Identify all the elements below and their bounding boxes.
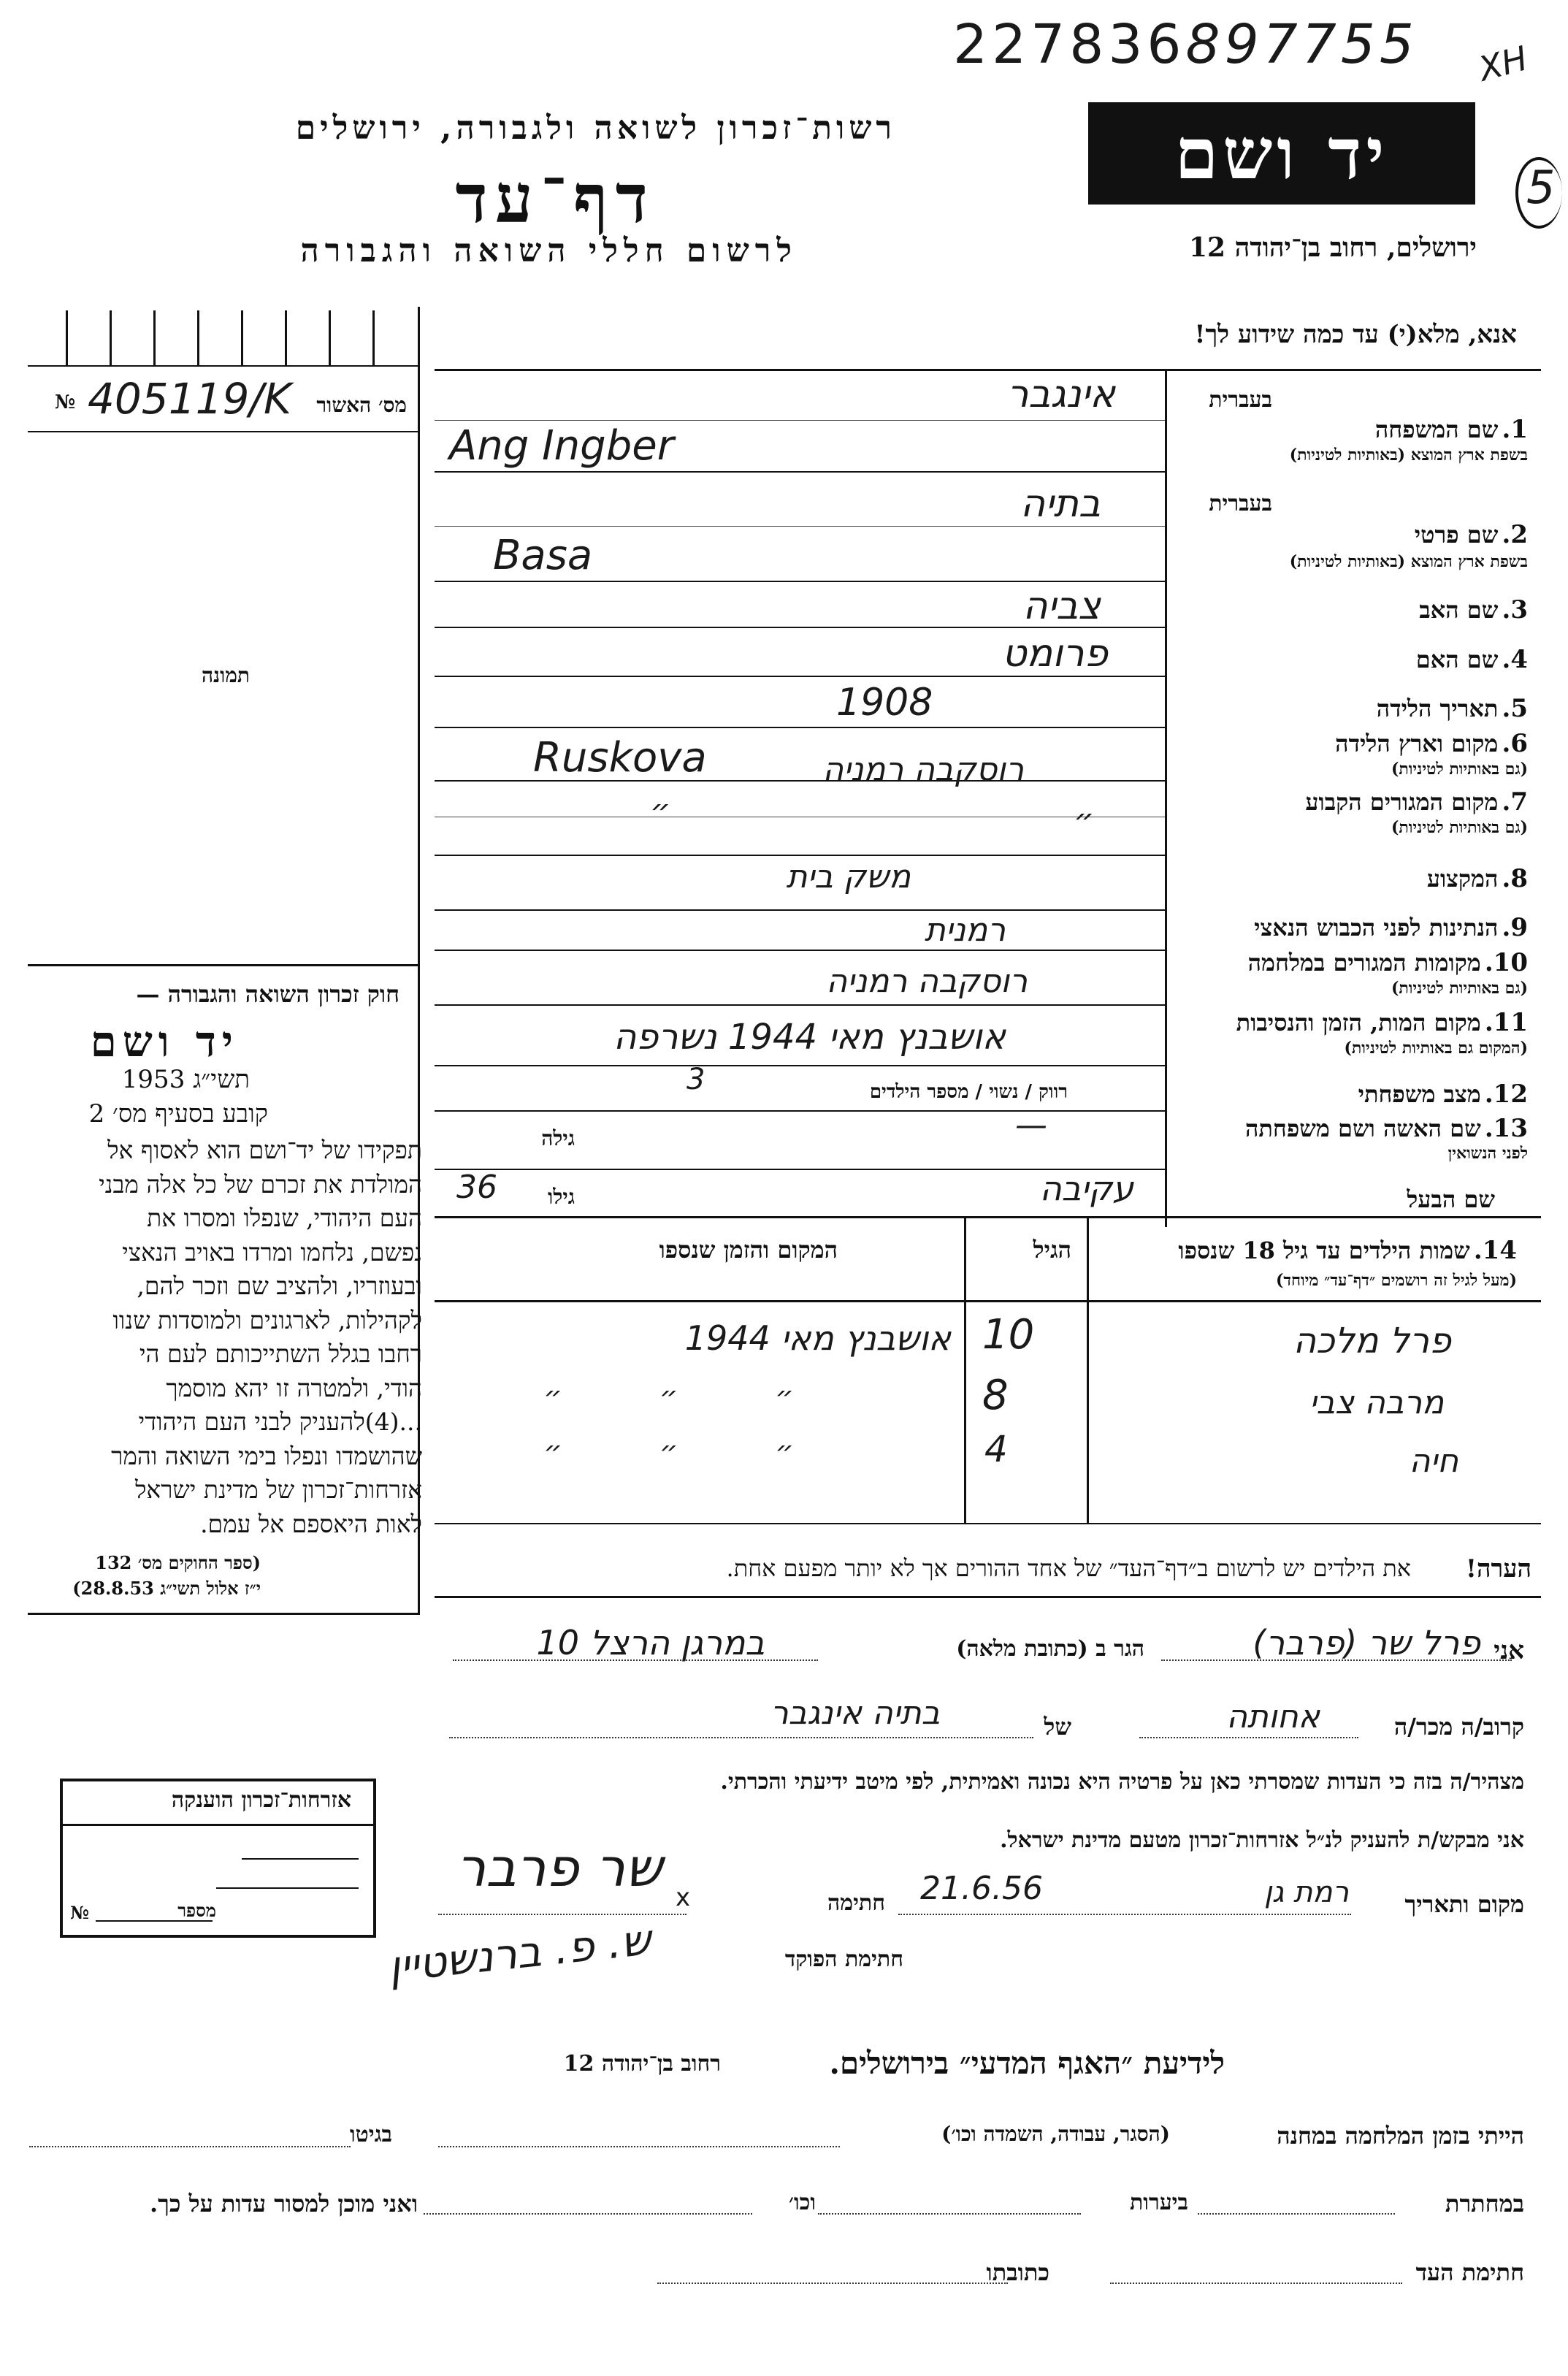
footer-line1-b: (הסגר, עבודה, השמדה וכו׳) (941, 2122, 1170, 2146)
page-title: דף־עד (455, 159, 655, 238)
children-age-header: הגיל (1033, 1236, 1071, 1264)
serial-printed: 227836 (953, 13, 1186, 76)
child-place: אושבנץ מאי 1944 (684, 1318, 951, 1358)
husband-age: 36 (456, 1169, 497, 1206)
decl-of-label: של (1044, 1713, 1071, 1741)
yad-vashem-logo: יד ושם (1174, 112, 1389, 195)
footer-line1-fill (438, 2146, 840, 2147)
law-heading: חוק זכרון השואה והגבורה — (136, 980, 399, 1008)
children-names-label: שמות הילדים עד גיל 18 שנספו (1178, 1237, 1470, 1264)
row-line (435, 909, 1165, 911)
residence-ditto-1: ״ (650, 792, 671, 830)
surname-latin: Ang Ingber (449, 422, 674, 470)
residence-ditto-2: ״ (1074, 802, 1095, 839)
law-line: שהושמדו ונפלו בימי השואה והמר (111, 1441, 422, 1470)
field-label: הנתינות לפני הכבוש הנאצי (1254, 914, 1499, 941)
field-label-mother (1416, 645, 1528, 674)
photo-label: תמונה (201, 663, 250, 687)
field-label-death (1236, 1008, 1528, 1037)
decl-relative-value: אחותה (1226, 1698, 1320, 1735)
birthplace-latin: Ruskova (533, 734, 707, 782)
field-number: 9. (1502, 913, 1528, 942)
child-age: 10 (982, 1311, 1035, 1359)
decl-place-date-line (898, 1914, 1351, 1915)
address: ירושלים, רחוב בן־יהודה 12 (1188, 232, 1477, 263)
footer-line3-a: חתימת העד (1415, 2258, 1524, 2286)
decl-i-value: פרל שר (פרבר) (1253, 1623, 1480, 1662)
row-line (435, 676, 1165, 677)
footer-line3-b: כתובתו (986, 2258, 1049, 2286)
decl-i-label: אני (1494, 1636, 1524, 1665)
law-line: ...(4)להעניק לבני העם היהודי (138, 1407, 422, 1436)
law-text (28, 1134, 422, 1541)
death-value: אושבנץ מאי 1944 נשרפה (613, 1017, 1006, 1058)
serial-handwritten: 897755 (1185, 13, 1418, 76)
citizenship-title: אזרחות־זכרון הוענקה (171, 1787, 351, 1813)
row-line (435, 855, 1165, 856)
law-rule (28, 964, 418, 966)
field-label: שם המשפחה (1374, 416, 1499, 443)
officer-signature-value: ש. פ. ברנשטיין (386, 1914, 654, 1992)
serial-number (953, 13, 1418, 76)
decl-date-value: 21.6.56 (920, 1870, 1043, 1907)
child-name: פרל מלכה (1293, 1321, 1451, 1361)
children-age-divider-1 (964, 1216, 966, 1523)
note-text: את הילדים יש לרשום ב״דף־העד״ של אחד ההורים אך לא יותר מפעם אחת. (726, 1554, 1411, 1582)
footer-line2-a: במחתרת (1445, 2190, 1524, 2218)
field-sub: בשפת ארץ המוצא (באותיות לטיניות) (1289, 552, 1528, 571)
children-names-header (1178, 1236, 1517, 1265)
field-number: 12. (1484, 1080, 1528, 1109)
row-line (435, 471, 1165, 473)
law-year: תשי״ג 1953 (121, 1065, 250, 1094)
decl-signature-line (438, 1914, 687, 1915)
citizenship-number-label: מספר (177, 1900, 216, 1921)
decl-signature-x: x (676, 1883, 691, 1912)
field-label: המקצוע (1426, 865, 1499, 893)
footer-line2-c: וכו׳ (789, 2190, 816, 2215)
law-line: תפקידו של יד־ושם הוא לאסוף אל (107, 1136, 422, 1164)
footer-line1-c: בגיטו (349, 2122, 392, 2147)
page-circle-number: 5 (1526, 161, 1556, 214)
row-line (435, 1216, 1541, 1218)
approval-top-line (28, 365, 418, 367)
husband-name: עקיבה (1039, 1169, 1133, 1208)
law-line: נפשם, נלחמו ומרדו באויב הנאצי (122, 1237, 422, 1267)
field-label: מצב משפחתי (1358, 1080, 1481, 1108)
form-top-rule (435, 369, 1541, 371)
footer-line2-d: ואני מוכן למסור עדות על כך. (149, 2190, 418, 2218)
field-label: שם פרטי (1414, 521, 1499, 549)
decl-resident-value: במרגן הרצל 10 (536, 1623, 765, 1662)
citizenship-line (242, 1858, 359, 1860)
field-label-war-residence (1248, 948, 1528, 977)
field-number: 8. (1502, 864, 1528, 893)
field-label-husband: שם הבעל (1407, 1185, 1495, 1213)
field-sub: בשפת ארץ המוצא (באותיות לטיניות) (1289, 446, 1528, 465)
birth-date: 1908 (836, 681, 933, 725)
law-bottom-rule (28, 1613, 420, 1615)
form-intro: אנא, מלא(י) עד כמה שידוע לך! (1194, 320, 1517, 349)
footer-heading: לידיעת ״האגף המדעי״ בירושלים. (829, 2045, 1225, 2081)
field-number: 2. (1502, 520, 1528, 549)
given-name-latin: Basa (493, 532, 593, 579)
law-line: המולדת את זכרם של כל אלה מבני (99, 1169, 422, 1199)
children-place-header: המקום והזמן שנספו (659, 1236, 838, 1264)
field-column-divider (1165, 369, 1167, 1227)
law-line: אזרחות־זכרון של מדינת ישראל (134, 1475, 422, 1504)
footer-heading-address: רחוב בן־יהודה 12 (563, 2051, 721, 2077)
row-line (435, 1110, 1165, 1112)
field-sub: (גם באותיות לטיניות) (1391, 760, 1528, 779)
decl-relative-line (1139, 1737, 1358, 1738)
field-number: 10. (1484, 948, 1528, 977)
decl-place-value: רמת גן (1263, 1876, 1349, 1909)
logo-box (1088, 102, 1475, 205)
decl-of-value: בתיה אינגבר (770, 1695, 940, 1732)
child-place: ״ ״ ״ (543, 1435, 838, 1469)
nationality-value: רמנית (924, 912, 1006, 949)
field-label-surname (1375, 415, 1528, 444)
authority-name: רשות־זכרון לשואה ולגבורה, ירושלים (295, 110, 896, 147)
row-line (435, 727, 1165, 728)
field-label-nationality (1254, 913, 1528, 942)
law-line: לקהילות, לארגונים ולמוסדות שנוו (112, 1305, 422, 1334)
field-label: מקום המות, הזמן והנסיבות (1236, 1009, 1481, 1036)
row-line (435, 1065, 1165, 1066)
page-subtitle: לרשום חללי השואה והגבורה (300, 232, 798, 270)
field-number: 6. (1502, 729, 1528, 758)
field-number: 5. (1502, 694, 1528, 723)
field-label-birthplace (1335, 729, 1528, 758)
decl-signature-value: שר פרבר (456, 1837, 662, 1898)
birthplace-hebrew: רוסקבה רמניה (822, 751, 1024, 788)
field-number: 3. (1502, 595, 1528, 624)
law-section: קובע בסעיף מס׳ 2 (88, 1099, 268, 1128)
field-label-residence (1305, 787, 1528, 817)
approval-number-symbol: № (55, 391, 76, 413)
father-name: צביה (1022, 584, 1101, 628)
citizenship-box (60, 1779, 376, 1938)
officer-signature-label: חתימת הפוקד (784, 1947, 903, 1972)
law-line: הודי, ולמטרה זו יהא מוסמך (166, 1373, 422, 1402)
law-line: העם היהודי, שנפלו ומסרו את (147, 1204, 422, 1232)
child-name: חיה (1409, 1443, 1458, 1480)
field-number: 14. (1473, 1236, 1517, 1265)
law-line: ובעוזריו, ולהציב שם וזכר להם, (137, 1272, 422, 1300)
decl-of-line (449, 1737, 1033, 1738)
decl-request: אני מבקש/ת להעניק לנ״ל אזרחות־זכרון מטעם מדינת ישראל. (1000, 1827, 1524, 1853)
field-label: שם האם (1415, 646, 1499, 673)
note-rule (435, 1596, 1541, 1598)
field-label-given-name (1415, 520, 1528, 549)
field-label: מקומות המגורים במלחמה (1247, 949, 1481, 977)
row-line (435, 950, 1165, 951)
citizenship-line (216, 1887, 359, 1889)
field-sub: לפני הנשואין (1447, 1144, 1528, 1163)
wife-value: — (1015, 1107, 1047, 1144)
hebrew-label-2: בעברית (1209, 491, 1272, 516)
footer-line3-fill-b (657, 2283, 1008, 2284)
child-age: 8 (982, 1372, 1009, 1419)
approval-underline (28, 431, 418, 432)
child-age: 4 (984, 1428, 1008, 1470)
decl-resident-label: הגר ב (כתובת מלאה) (956, 1636, 1144, 1662)
corner-mark: XH (1475, 38, 1531, 89)
field-sub: (המקום גם באותיות לטיניות) (1344, 1039, 1528, 1058)
hebrew-label-1: בעברית (1209, 387, 1272, 413)
field-sub: (גם באותיות לטיניות) (1391, 818, 1528, 837)
citizenship-title-rule (63, 1824, 373, 1826)
citizenship-number-symbol: № (70, 1902, 90, 1923)
field-number: 1. (1502, 415, 1528, 444)
law-line: לאות היאספם אל עמם. (200, 1509, 422, 1538)
decl-signature-label: חתימה (827, 1890, 885, 1916)
husband-age-label: גילו (548, 1185, 575, 1209)
children-count: 3 (687, 1063, 705, 1096)
note-label: הערה! (1466, 1554, 1531, 1584)
law-line: רחבו בגלל השתייכותם לעם הי (139, 1340, 422, 1368)
decl-place-date-label: מקום ותאריך (1404, 1890, 1524, 1918)
law-reference-1: (ספר החוקים מס׳ 132 (95, 1552, 261, 1573)
field-number: 13. (1484, 1114, 1528, 1143)
row-line (435, 581, 1165, 582)
children-header-rule (435, 1300, 1541, 1302)
field-label-family-status (1358, 1080, 1528, 1109)
law-reference-2: י״ז אלול תשי״ג 28.8.53) (72, 1578, 261, 1599)
field-label-wife (1245, 1114, 1528, 1143)
footer-line2-fill-b (818, 2213, 1081, 2215)
row-line (435, 1004, 1165, 1006)
mother-name: פרומט (1001, 632, 1108, 676)
inner-line (435, 526, 1165, 527)
profession-value: משק בית (786, 858, 911, 895)
footer-line2-fill-a (1198, 2213, 1395, 2215)
footer-line3-fill-a (1110, 2283, 1402, 2284)
children-age-divider-2 (1087, 1216, 1089, 1523)
war-residence-value: רוסקבה רמניה (826, 963, 1028, 1000)
field-number: 4. (1502, 645, 1528, 674)
children-bottom-rule (435, 1523, 1541, 1524)
footer-line2-fill-c (424, 2213, 752, 2215)
decl-relative-label: קרוב/ה מכר/ה (1393, 1713, 1524, 1741)
wife-age-label: גילה (541, 1126, 575, 1150)
decl-statement: מצהיר/ה בזה כי העדות שמסרתי כאן על פרטיה היא נכונה ואמיתית, לפי מיטב ידיעתי והכרתי. (720, 1769, 1524, 1795)
approval-value: 405119/K (88, 374, 291, 424)
approval-label: מס׳ האשור (316, 393, 407, 417)
field-label: שם האשה ושם משפחתה (1244, 1115, 1481, 1142)
field-label: תאריך הלידה (1376, 695, 1499, 722)
approval-ticks (66, 310, 416, 365)
family-status-printed: רווק / נשוי / מספר הילדים (869, 1081, 1068, 1103)
field-label-father (1419, 595, 1528, 624)
footer-line1-ghetto (29, 2146, 351, 2147)
surname-hebrew: אינגבר (1006, 373, 1115, 416)
law-logo: יד ושם (90, 1017, 239, 1066)
given-name-hebrew: בתיה (1020, 482, 1101, 526)
footer-line1-a: הייתי בזמן המלחמה במחנה (1277, 2122, 1524, 2150)
field-label: מקום וארץ הלידה (1335, 730, 1499, 757)
child-place: ״ ״ ״ (543, 1380, 838, 1414)
inner-line (435, 420, 1165, 421)
field-label-birthdate (1377, 694, 1528, 723)
field-number: 7. (1502, 787, 1528, 817)
field-sub: (גם באותיות לטיניות) (1391, 979, 1528, 998)
footer-line2-b: ביערות (1129, 2190, 1188, 2215)
field-label: שם האב (1419, 596, 1499, 624)
field-number: 11. (1484, 1008, 1528, 1037)
children-names-sub: (מעל לגיל זה רושמים ״דף־עד״ מיוחד) (1275, 1271, 1517, 1290)
field-label-profession (1427, 864, 1528, 893)
child-name: מרבה צבי (1309, 1384, 1444, 1421)
field-label: מקום המגורים הקבוע (1305, 788, 1499, 816)
